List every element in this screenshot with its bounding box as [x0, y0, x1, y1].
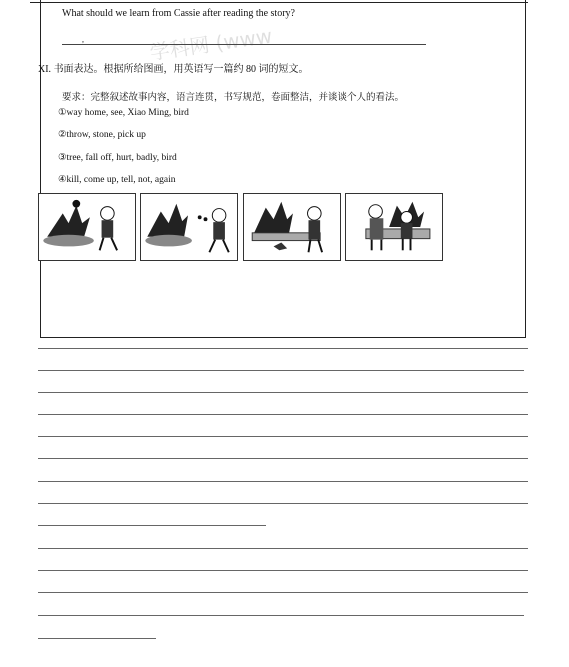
- writing-line[interactable]: [38, 481, 528, 482]
- writing-line[interactable]: [38, 615, 524, 616]
- writing-line[interactable]: [38, 458, 528, 459]
- story-panel-1: [38, 193, 136, 261]
- keyword-line: ②throw, stone, pick up: [58, 130, 146, 140]
- writing-line[interactable]: [38, 503, 528, 504]
- writing-line[interactable]: [38, 548, 528, 549]
- keyword-line: ④kill, come up, tell, not, again: [58, 175, 176, 185]
- writing-frame: [40, 0, 526, 338]
- adult-tells-boy-picture: [346, 194, 442, 260]
- boy-throws-stone-picture: [141, 194, 237, 260]
- story-panel-2: [140, 193, 238, 261]
- section-title: 书面表达。根据所给图画，用英语写一篇约 80 词的短文。: [53, 64, 309, 75]
- story-panel-4: [345, 193, 443, 261]
- keyword-line: ③tree, fall off, hurt, badly, bird: [58, 153, 177, 163]
- question-text: What should we learn from Cassie after reading the story?: [62, 8, 295, 19]
- writing-line[interactable]: [38, 436, 528, 437]
- requirement-text: 要求：完整叙述故事内容，语言连贯，书写规范，卷面整洁，并谈谈个人的看法。: [62, 93, 405, 103]
- story-panel-3: [243, 193, 341, 261]
- writing-line[interactable]: [38, 525, 266, 526]
- writing-line[interactable]: [38, 392, 528, 393]
- boy-sees-bird-picture: [39, 194, 135, 260]
- watermark: 学科网 (www: [148, 23, 274, 65]
- section-heading: [38, 60, 309, 75]
- writing-line[interactable]: [38, 370, 524, 371]
- answer-prefix: ,: [82, 35, 84, 44]
- keyword-line: ①way home, see, Xiao Ming, bird: [58, 108, 189, 118]
- section-number: XI.: [38, 64, 52, 75]
- writing-line[interactable]: [38, 592, 528, 593]
- writing-line[interactable]: [38, 348, 528, 349]
- writing-line[interactable]: [38, 570, 528, 571]
- answer-line[interactable]: [62, 36, 426, 45]
- writing-line[interactable]: [38, 638, 156, 639]
- writing-line[interactable]: [38, 414, 528, 415]
- bird-falls-picture: [244, 194, 340, 260]
